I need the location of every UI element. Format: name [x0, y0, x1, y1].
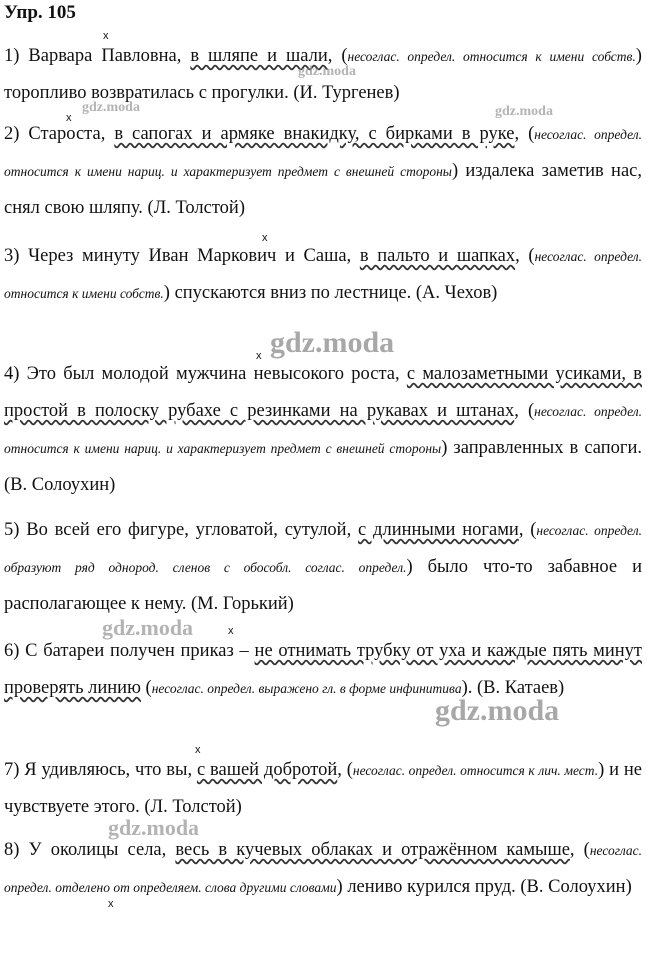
watermark-text: gdz.moda — [102, 615, 194, 640]
grammar-note: несоглас. определ. выражено гл. в форме инфинитива — [151, 681, 462, 696]
sentence-1: 1) Варвара Павловна, в шляпе и шали, (несоглас. определ. относится к имени собств.) торопливо возвратилась с прогулки. (И. Тургенев) — [4, 46, 642, 103]
grammar-note: несоглас. определ. образуют ряд однород. сленов с обособл. соглас. определ. — [4, 523, 642, 575]
sentence-2: 2) Староста, в сапогах и армяке внакидку, с бирками в руке, (несоглас. определ. относится к имени нариц. и характеризует предмет с внешней стороны) издалека заметив нас, снял свою шляпу. (Л. Толстой) — [4, 124, 642, 218]
sentence-7: 7) Я удивляюсь, что вы, с вашей добротой, (несоглас. определ. относится к лич. мест.) и не чувствуете этого. (Л. Толстой) — [4, 760, 642, 817]
isolated-definition: не отнимать трубку от уха и каждые пять минут проверять линию — [4, 641, 642, 698]
defined-word-mark: x — [66, 112, 72, 124]
isolated-definition: в сапогах и армяке внакидку, с бирками в руке — [114, 124, 515, 144]
sentence-text: 6) С батареи получен приказ – — [4, 641, 255, 661]
sentence-text: 8) У околицы села, — [4, 840, 176, 860]
isolated-definition: весь в кучевых облаках и отражённом камыше — [175, 840, 570, 860]
grammar-note: несоглас. определ. относится к имени нариц. и характеризует предмет с внешней стороны — [4, 404, 642, 456]
sentence-text: 1) Варвара Павловна, — [4, 46, 191, 66]
sentence-text: издалека заметив нас, снял свою шляпу. (Л. Толстой) — [4, 161, 642, 218]
isolated-definition: с вашей добротой — [196, 760, 338, 780]
grammar-note: несоглас. определ. относится к имени собств. — [347, 49, 636, 64]
sentence-text: лениво курился пруд. (В. Солоухин) — [342, 877, 632, 897]
watermark-text: gdz.moda — [435, 694, 560, 727]
grammar-note: несоглас. определ. относится к имени нариц. и характеризует предмет с внешней стороны — [4, 127, 642, 179]
watermark-text: gdz.moda — [270, 326, 395, 359]
sentence-text: . (В. Катаев) — [467, 678, 565, 698]
sentence-5: 5) Во всей его фигуре, угловатой, сутулой, с длинными ногами, (несоглас. определ. образуют ряд однород. сленов с обособл. соглас. определ.) было что-то забавное и располагающее к нему. (М. Горький) — [4, 520, 642, 614]
watermark-text: gdz.moda — [495, 104, 553, 119]
watermark-text: gdz.moda — [298, 64, 356, 79]
defined-word-mark: x — [108, 898, 114, 910]
sentence-text: и не чувствуете этого. (Л. Толстой) — [4, 760, 642, 817]
defined-word-mark: x — [256, 350, 262, 362]
isolated-definition: в пальто и шапках — [359, 246, 516, 266]
exercise-title: Упр. 105 — [4, 2, 76, 23]
defined-word-mark: x — [195, 744, 201, 756]
sentence-text: 4) Это был молодой мужчина невысокого роста, — [4, 364, 407, 384]
sentence-text: 3) Через минуту Иван Маркович и Саша, — [4, 246, 360, 266]
sentence-text: торопливо возвратилась с прогулки. (И. Тургенев) — [4, 83, 400, 103]
sentence-text: 2) Староста, — [4, 124, 115, 144]
defined-word-mark: x — [262, 232, 268, 244]
sentence-text: спускаются вниз по лестнице. (А. Чехов) — [169, 283, 498, 303]
sentence-6: 6) С батареи получен приказ – не отнимать трубку от уха и каждые пять минут проверять линию (несоглас. определ. выражено гл. в форме инфинитива). (В. Катаев) — [4, 641, 642, 698]
isolated-definition: с длинными ногами — [358, 520, 519, 540]
sentence-text: было что-то забавное и располагающее к нему. (М. Горький) — [4, 557, 642, 614]
grammar-note: несоглас. определ. отделено от определяем. слова другими словами — [4, 843, 642, 895]
grammar-note: несоглас. определ. относится к имени собств. — [4, 249, 642, 301]
sentence-text: 5) Во всей его фигуре, угловатой, сутулой, — [4, 520, 359, 540]
grammar-note: несоглас. определ. относится к лич. мест. — [352, 763, 599, 778]
isolated-definition: с малозаметными усиками, в простой в полоску рубахе с резинками на рукавах и штанах — [4, 364, 642, 421]
sentence-4: 4) Это был молодой мужчина невысокого роста, с малозаметными усиками, в простой в полоску рубахе с резинками на рукавах и штанах, (несоглас. определ. относится к имени нариц. и характеризует предмет с внешней стороны) заправленных в сапоги. (В. Солоухин) — [4, 364, 642, 495]
sentence-text: 7) Я удивляюсь, что вы, — [4, 760, 197, 780]
sentence-3: 3) Через минуту Иван Маркович и Саша, в пальто и шапках, (несоглас. определ. относится к имени собств.) спускаются вниз по лестнице. (А. Чехов) — [4, 246, 642, 303]
watermark-text: gdz.moda — [108, 815, 200, 840]
isolated-definition: в шляпе и шали — [190, 46, 328, 66]
sentence-text: заправленных в сапоги. (В. Солоухин) — [4, 438, 642, 495]
defined-word-mark: x — [103, 30, 109, 42]
watermark-text: gdz.moda — [82, 100, 140, 115]
defined-word-mark: x — [228, 625, 234, 637]
sentence-8: 8) У околицы села, весь в кучевых облаках и отражённом камыше, (несоглас. определ. отделено от определяем. слова другими словами) лениво курился пруд. (В. Солоухин) — [4, 840, 642, 897]
